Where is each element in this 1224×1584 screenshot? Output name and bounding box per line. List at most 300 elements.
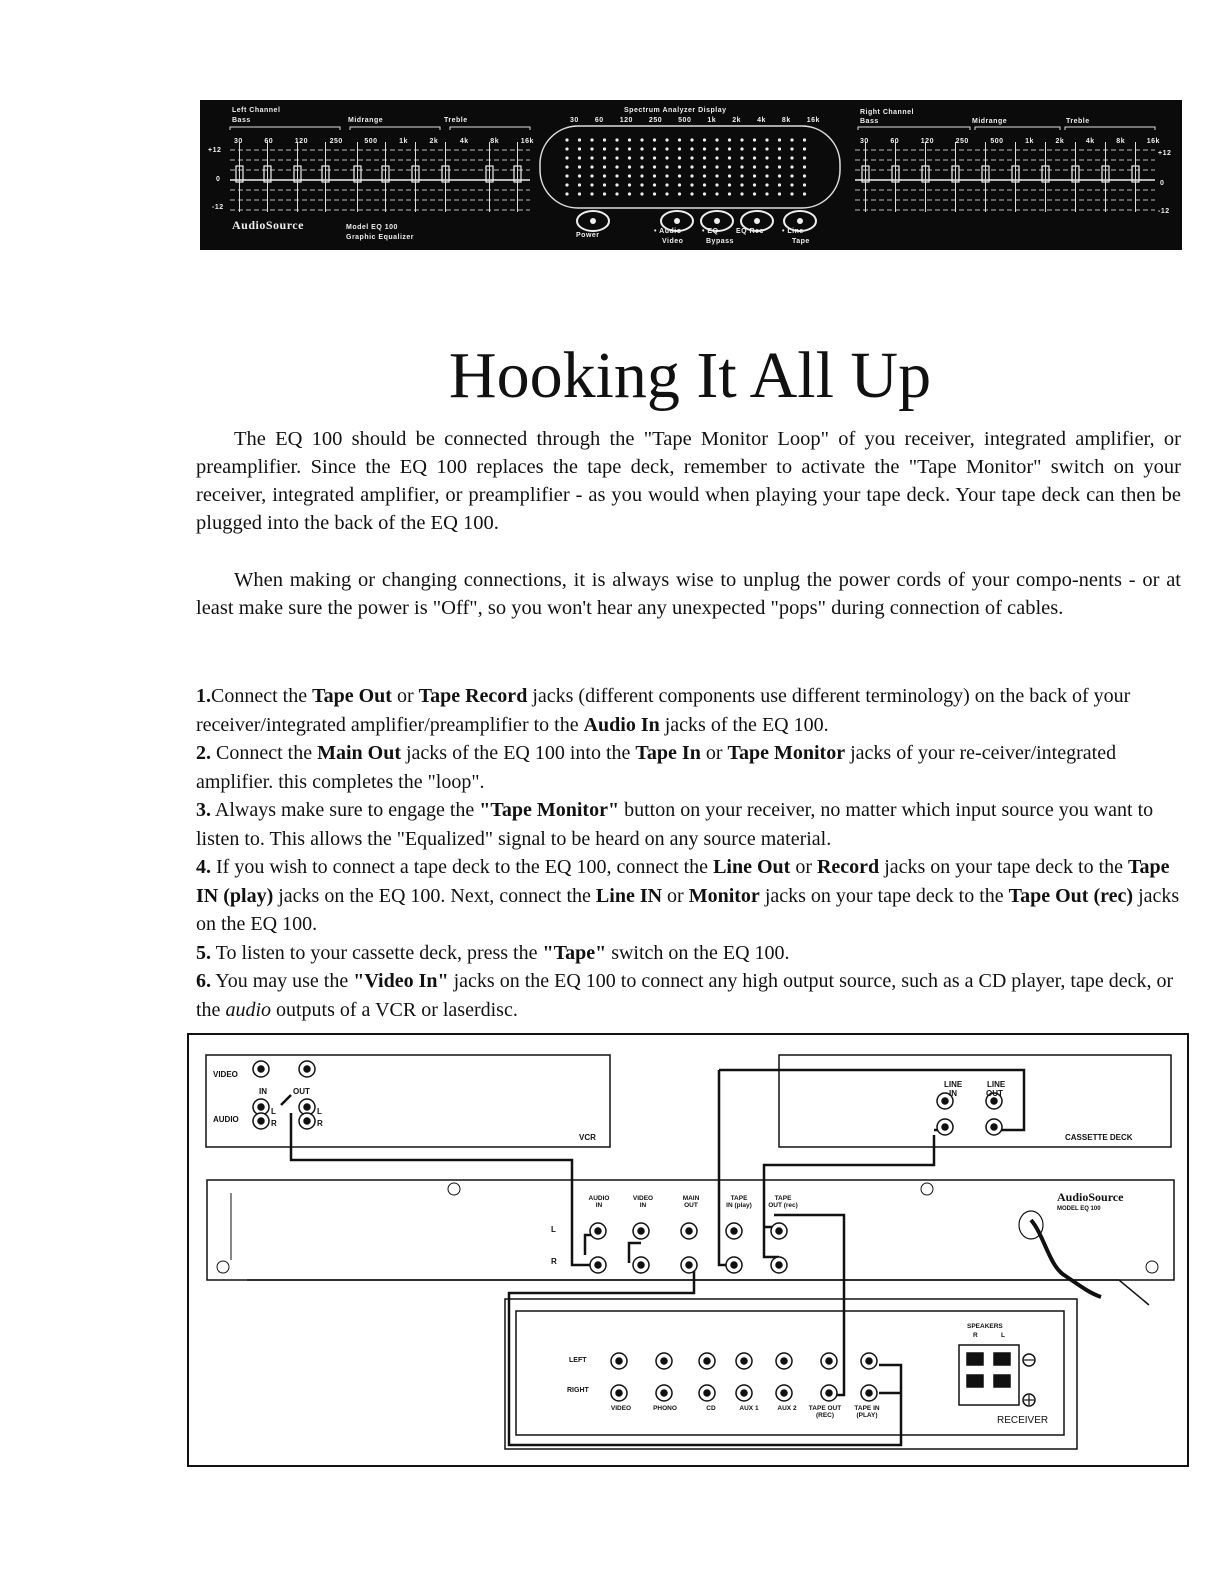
spectrum-led <box>790 165 793 168</box>
spectrum-led <box>790 183 793 186</box>
spectrum-led <box>765 183 768 186</box>
step-number: 2. <box>196 742 211 764</box>
spectrum-led <box>778 192 781 195</box>
freq-label: 60 <box>594 117 604 124</box>
vcr-out-r-label: R <box>317 1119 323 1128</box>
step-term: "Video In" <box>353 970 449 992</box>
step-number: 5. <box>196 941 211 964</box>
spectrum-led <box>615 183 618 186</box>
eq-col-tape-in <box>719 1195 759 1209</box>
step-text: or <box>662 884 689 907</box>
rca-jack-center <box>942 1124 948 1130</box>
eq-col-video-in <box>625 1195 661 1209</box>
step-text: jacks of the EQ 100 into the <box>401 742 636 764</box>
left-channel-label: Left Channel <box>232 107 281 114</box>
spectrum-led <box>728 147 731 150</box>
step-term: Line IN <box>595 884 663 907</box>
spectrum-led <box>653 192 656 195</box>
input-name: CD <box>706 1405 716 1412</box>
left-midrange-label: Midrange <box>348 117 384 124</box>
spectrum-led <box>690 183 693 186</box>
step-term: Tape Record <box>418 685 528 707</box>
spectrum-led <box>728 192 731 195</box>
spectrum-led <box>653 147 656 150</box>
spectrum-led <box>778 156 781 159</box>
freq-label: 1k <box>1025 138 1034 145</box>
eq-col-tape-out <box>763 1195 803 1209</box>
rca-jack-center <box>304 1066 310 1072</box>
rca-jack-center <box>616 1390 622 1396</box>
spectrum-led <box>590 147 593 150</box>
spectrum-led <box>703 147 706 150</box>
spectrum-led <box>665 147 668 150</box>
freq-label: 500 <box>364 138 378 145</box>
spectrum-led <box>678 147 681 150</box>
step-term: Tape In <box>635 742 701 764</box>
eq-button-label: • EQ <box>702 228 719 235</box>
vcr-out-label: OUT <box>293 1087 310 1096</box>
wiring-diagram <box>187 1033 1189 1467</box>
cassette-deck-label: CASSETTE DECK <box>1065 1133 1133 1142</box>
rca-jack-center <box>704 1358 710 1364</box>
spectrum-led <box>765 174 768 177</box>
spectrum-led <box>628 147 631 150</box>
right-freq-labels <box>860 138 1160 145</box>
freq-label: 120 <box>920 138 934 145</box>
audio-button-label: • Audio <box>654 228 682 235</box>
step-number: 4. <box>196 856 211 878</box>
spectrum-led <box>765 192 768 195</box>
step-text: jacks on the EQ 100. <box>196 884 1180 935</box>
spectrum-led <box>590 174 593 177</box>
rca-jack-center <box>686 1262 692 1268</box>
receiver-input-label <box>729 1405 769 1412</box>
spectrum-led <box>740 174 743 177</box>
spectrum-led <box>628 156 631 159</box>
freq-label: 120 <box>294 138 308 145</box>
spectrum-led <box>653 138 656 141</box>
tape-button-label: Tape <box>792 238 810 245</box>
spectrum-led <box>565 138 568 141</box>
spectrum-led <box>703 183 706 186</box>
spectrum-led <box>690 138 693 141</box>
spectrum-led <box>740 165 743 168</box>
spectrum-led <box>790 192 793 195</box>
vcr-l-label: L <box>271 1107 276 1116</box>
right-treble-label: Treble <box>1066 118 1090 125</box>
intro-paragraph-1 <box>196 425 1181 537</box>
left-treble-label: Treble <box>444 117 468 124</box>
input-sub: (REC) <box>815 1412 835 1419</box>
freq-label: 500 <box>990 138 1004 145</box>
step-term: Tape Monitor <box>727 742 846 764</box>
freq-label: 60 <box>264 138 274 145</box>
step-term: "Tape Monitor" <box>479 799 620 821</box>
spectrum-led <box>590 156 593 159</box>
freq-label: 4k <box>757 117 766 124</box>
spectrum-led <box>665 174 668 177</box>
cassette-line-out-label-1: LINE <box>987 1080 1006 1089</box>
instruction-steps <box>196 682 1186 1024</box>
freq-label: 16k <box>806 117 820 124</box>
spectrum-led <box>753 165 756 168</box>
spectrum-led <box>615 138 618 141</box>
col-label: MAIN <box>682 1195 700 1202</box>
rca-jack-center <box>866 1358 872 1364</box>
step-text: switch on the EQ 100. <box>606 941 790 964</box>
speakers-label: SPEAKERS <box>967 1323 1003 1330</box>
eq-l-label: L <box>551 1225 556 1234</box>
freq-label: 60 <box>890 138 900 145</box>
spectrum-led <box>715 156 718 159</box>
spectrum-led <box>703 165 706 168</box>
spectrum-led <box>690 156 693 159</box>
rca-jack-center <box>731 1228 737 1234</box>
right-zero-label: 0 <box>1160 180 1165 187</box>
spectrum-led <box>753 174 756 177</box>
spectrum-title: Spectrum Analyzer Display <box>624 107 727 114</box>
left-zero-label: 0 <box>216 176 221 183</box>
spectrum-led <box>703 174 706 177</box>
step-term: Tape Out (rec) <box>1008 884 1134 907</box>
right-midrange-label: Midrange <box>972 118 1008 125</box>
spectrum-led <box>740 138 743 141</box>
rca-jack-center <box>741 1390 747 1396</box>
step-text: jacks on your tape deck to the <box>879 856 1128 878</box>
step-4 <box>196 853 1186 939</box>
rca-jack-center <box>826 1390 832 1396</box>
spectrum-led <box>628 192 631 195</box>
power-button-label: Power <box>576 232 600 239</box>
spectrum-led <box>715 138 718 141</box>
spectrum-led <box>765 156 768 159</box>
step-text: or <box>391 685 419 707</box>
step-text: or <box>790 856 817 878</box>
freq-label: 1k <box>399 138 408 145</box>
spectrum-led <box>578 192 581 195</box>
step-text: button on your receiver, no matter which input source you want to listen to. This allows the "Equalized" signal to be heard on any source material. <box>196 799 1154 850</box>
col-label: IN (play) <box>726 1202 752 1209</box>
spectrum-led <box>728 156 731 159</box>
rca-jack-center <box>304 1104 310 1110</box>
rca-jack-center <box>661 1358 667 1364</box>
step-term: Audio In <box>583 713 660 736</box>
step-term: audio <box>225 998 271 1021</box>
spectrum-led <box>678 183 681 186</box>
step-term: Tape IN (play) <box>196 856 1170 907</box>
step-term: Line Out <box>713 856 791 878</box>
left-bass-label: Bass <box>232 117 251 124</box>
vcr-label: VCR <box>579 1133 596 1142</box>
spectrum-led <box>578 183 581 186</box>
step-6 <box>196 967 1186 1024</box>
right-bass-label: Bass <box>860 118 879 125</box>
panel-model-sub-label: Graphic Equalizer <box>346 234 415 241</box>
spectrum-led <box>603 156 606 159</box>
freq-label: 8k <box>1116 138 1126 145</box>
freq-label: 2k <box>1055 138 1065 145</box>
cassette-line-out-label-2: OUT <box>986 1089 1003 1098</box>
spectrum-led <box>778 174 781 177</box>
input-name: VIDEO <box>610 1405 632 1412</box>
vcr-video-label: VIDEO <box>213 1070 238 1079</box>
col-label: VIDEO <box>632 1195 654 1202</box>
spectrum-led <box>728 138 731 141</box>
step-3 <box>196 796 1186 853</box>
input-sub: (PLAY) <box>856 1412 878 1419</box>
spectrum-led <box>803 165 806 168</box>
receiver-left-label: LEFT <box>569 1357 587 1364</box>
step-2 <box>196 739 1186 796</box>
rca-jack-center <box>686 1228 692 1234</box>
col-label: OUT <box>684 1202 698 1209</box>
freq-label: 2k <box>732 117 742 124</box>
receiver-input-label <box>847 1405 887 1419</box>
spectrum-led <box>790 156 793 159</box>
spectrum-freq-labels <box>570 117 820 124</box>
spectrum-led <box>565 192 568 195</box>
vcr-r-label: R <box>271 1119 277 1128</box>
rca-jack-center <box>638 1262 644 1268</box>
rca-jack-center <box>776 1228 782 1234</box>
cassette-line-in-label-1: LINE <box>944 1080 963 1089</box>
step-text: jacks of the EQ 100. <box>659 713 829 736</box>
spectrum-led <box>653 174 656 177</box>
spectrum-led <box>740 147 743 150</box>
spectrum-led <box>628 183 631 186</box>
step-term: "Tape" <box>542 941 607 964</box>
right-plus12-label: +12 <box>1158 150 1172 157</box>
spectrum-led <box>740 192 743 195</box>
intro-paragraph-2 <box>196 566 1181 622</box>
spectrum-led <box>565 156 568 159</box>
input-name: PHONO <box>653 1405 677 1412</box>
col-label: OUT (rec) <box>768 1202 798 1209</box>
spectrum-led <box>640 165 643 168</box>
spectrum-led <box>653 165 656 168</box>
step-text: If you wish to connect a tape deck to the EQ 100, connect the <box>211 856 714 878</box>
spectrum-led <box>753 156 756 159</box>
spectrum-led <box>803 156 806 159</box>
spectrum-led <box>678 156 681 159</box>
step-text: jacks (different components use different terminology) on the back of your receiver/integrated amplifier/preamplifier to the <box>196 685 1131 736</box>
step-number: 1. <box>196 685 211 707</box>
bypass-button-label: Bypass <box>706 238 734 245</box>
col-label: AUDIO <box>588 1195 610 1202</box>
spectrum-led <box>615 165 618 168</box>
spectrum-led <box>715 165 718 168</box>
left-plus12-label: +12 <box>208 147 222 154</box>
step-number: 6. <box>196 970 211 992</box>
spectrum-led <box>678 138 681 141</box>
receiver-input-label <box>645 1405 685 1412</box>
receiver-input-label <box>767 1405 807 1412</box>
freq-label: 4k <box>1085 138 1095 145</box>
step-text: Always make sure to engage the <box>211 799 480 821</box>
rca-jack-center <box>595 1228 601 1234</box>
spectrum-led <box>753 147 756 150</box>
intro-text-2: When making or changing connections, it is always wise to unplug the power cords of your compo-nents - or at least make sure the power is "Off", so you won't hear any unexpected "pops" during connection of cables. <box>196 569 1181 619</box>
rca-jack-center <box>991 1124 997 1130</box>
spectrum-led <box>578 174 581 177</box>
eq-col-main-out <box>673 1195 709 1209</box>
page-title: Hooking It All Up <box>448 339 932 412</box>
spectrum-led <box>703 192 706 195</box>
vcr-audio-label: AUDIO <box>213 1115 239 1124</box>
rca-jack-center <box>638 1228 644 1234</box>
rca-jack-center <box>731 1262 737 1268</box>
rca-jack-center <box>781 1390 787 1396</box>
freq-label: 250 <box>648 117 663 124</box>
freq-label: 250 <box>955 138 969 145</box>
col-label: TAPE <box>730 1195 748 1202</box>
freq-label: 8k <box>781 117 791 124</box>
panel-brand-logo: AudioSource <box>232 218 304 232</box>
step-text: You may use the <box>211 970 354 992</box>
spectrum-led <box>740 183 743 186</box>
left-minus12-label: -12 <box>212 204 224 211</box>
spectrum-led <box>665 156 668 159</box>
freq-label: 16k <box>1146 138 1160 145</box>
line-button-label: • Line <box>782 228 804 235</box>
freq-label: 1k <box>707 117 717 124</box>
freq-label: 250 <box>329 138 343 145</box>
spectrum-led <box>790 147 793 150</box>
vcr-out-l-label: L <box>317 1107 322 1116</box>
step-text: jacks of your re-ceiver/integrated amplifier. this completes the "loop". <box>196 742 1117 793</box>
spectrum-led <box>753 183 756 186</box>
spectrum-led <box>690 165 693 168</box>
step-text: To listen to your cassette deck, press the <box>211 941 543 964</box>
rca-jack-center <box>991 1098 997 1104</box>
rca-jack-center <box>866 1390 872 1396</box>
spectrum-led <box>703 138 706 141</box>
freq-label: 500 <box>678 117 692 124</box>
spectrum-led <box>715 174 718 177</box>
freq-label: 16k <box>520 138 534 145</box>
eq-rec-button-label: EQ Rec <box>736 228 764 235</box>
freq-label: 2k <box>429 138 439 145</box>
spectrum-led <box>590 192 593 195</box>
input-name: TAPE OUT <box>808 1405 842 1412</box>
step-term: Tape Out <box>312 685 392 707</box>
rca-jack-center <box>258 1118 264 1124</box>
col-label: TAPE <box>774 1195 792 1202</box>
spectrum-led <box>590 165 593 168</box>
spectrum-led <box>628 138 631 141</box>
step-text: Connect the <box>211 742 318 764</box>
spectrum-led <box>678 192 681 195</box>
receiver-input-label <box>805 1405 845 1419</box>
video-button-label: Video <box>662 238 684 245</box>
rca-jack-center <box>826 1358 832 1364</box>
spectrum-led <box>803 138 806 141</box>
spectrum-led <box>640 147 643 150</box>
receiver-input-label <box>691 1405 731 1412</box>
input-name: TAPE IN <box>854 1405 880 1412</box>
spectrum-led <box>778 183 781 186</box>
input-name: AUX 2 <box>777 1405 797 1412</box>
spectrum-led <box>603 192 606 195</box>
spectrum-led <box>565 147 568 150</box>
spectrum-led <box>653 183 656 186</box>
receiver-label: RECEIVER <box>997 1415 1049 1426</box>
freq-label: 30 <box>570 117 579 124</box>
freq-label: 30 <box>234 138 243 145</box>
spectrum-led <box>665 165 668 168</box>
spectrum-led <box>578 147 581 150</box>
spectrum-led <box>703 156 706 159</box>
spectrum-led <box>728 165 731 168</box>
rca-jack-center <box>304 1118 310 1124</box>
step-text: jacks on the EQ 100 to connect any high output source, such as a CD player, tape deck, or the <box>196 970 1174 1021</box>
cassette-line-in-label-2: IN <box>949 1089 957 1098</box>
spectrum-led <box>603 165 606 168</box>
spectrum-led <box>565 165 568 168</box>
step-number: 3. <box>196 799 211 821</box>
spectrum-led <box>565 183 568 186</box>
spectrum-led <box>728 174 731 177</box>
rca-jack-center <box>595 1262 601 1268</box>
spectrum-led <box>715 192 718 195</box>
col-label: IN <box>595 1202 603 1209</box>
speaker-l-label: L <box>1001 1332 1005 1339</box>
eq-brand-label: AudioSource <box>1057 1190 1124 1204</box>
spectrum-led <box>665 138 668 141</box>
spectrum-led <box>690 192 693 195</box>
spectrum-led <box>640 192 643 195</box>
spectrum-led <box>615 147 618 150</box>
step-text: jacks on your tape deck to the <box>759 884 1009 907</box>
spectrum-led <box>603 174 606 177</box>
spectrum-led <box>565 174 568 177</box>
freq-label: 120 <box>619 117 633 124</box>
step-term: Monitor <box>688 884 760 907</box>
rca-jack-center <box>258 1104 264 1110</box>
spectrum-led <box>615 156 618 159</box>
step-5 <box>196 939 1186 968</box>
spectrum-led <box>578 165 581 168</box>
rca-jack-center <box>258 1066 264 1072</box>
receiver-input-label <box>601 1405 641 1412</box>
col-label: IN <box>639 1202 647 1209</box>
spectrum-led <box>790 174 793 177</box>
step-text: or <box>700 742 728 764</box>
spectrum-led <box>640 174 643 177</box>
rca-jack-center <box>616 1358 622 1364</box>
spectrum-led <box>803 183 806 186</box>
spectrum-led <box>590 138 593 141</box>
spectrum-led <box>678 174 681 177</box>
spectrum-led <box>778 165 781 168</box>
receiver-right-label: RIGHT <box>567 1387 589 1394</box>
intro-text-1: The EQ 100 should be connected through the "Tape Monitor Loop" of you receiver, integrated amplifier, or preamplifier. Since the EQ 100 replaces the tape deck, remember to activate the "Tape Monitor" switch on your receiver, integrated amplifier, or preamplifier - as you would when playing your tape deck. Your tape deck can then be plugged into the back of the EQ 100. <box>196 428 1181 534</box>
spectrum-led <box>615 192 618 195</box>
freq-label: 4k <box>459 138 469 145</box>
spectrum-led <box>603 138 606 141</box>
freq-label: 8k <box>490 138 500 145</box>
right-channel-label: Right Channel <box>860 109 914 116</box>
spectrum-led <box>590 183 593 186</box>
step-1 <box>196 682 1186 739</box>
input-name: AUX 1 <box>739 1405 759 1412</box>
rca-jack-center <box>776 1262 782 1268</box>
spectrum-led <box>728 183 731 186</box>
left-freq-labels <box>234 138 534 145</box>
spectrum-led <box>803 192 806 195</box>
rca-jack-center <box>781 1358 787 1364</box>
spectrum-led <box>778 147 781 150</box>
